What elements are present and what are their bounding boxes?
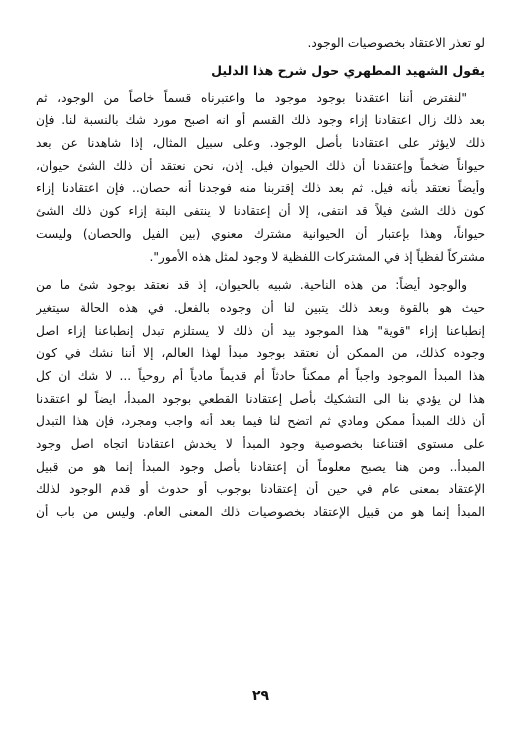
section-heading: يقول الشهيد المطهري حول شرح هذا الدليل (211, 62, 485, 78)
text-line: حيواناً، وهذا بإعتبار أن الحيوانية مشترك معنوي (بين الفيل والحصان) وليست (36, 226, 485, 241)
text-line: على مستوى اقتناعنا بخصوصية وجود المبدأ لا يخدش اعتقادنا اتجاه اصل وجود (36, 437, 485, 451)
body-paragraph (36, 274, 485, 524)
text-line: أن ذلك المبدأ ممكن ومادي ثم اتضح لنا فيما بعد أنه واجب ومجرد، فإن هذا التبدل (36, 414, 485, 429)
text-line: كون ذلك الشئ فيلاً قد انتفى، إلا أن إعتقادنا لا ينتفى البتة إزاء كون ذلك الشئ (36, 204, 485, 219)
text-line: وأيضاً نعتقد بأنه فيل. ثم بعد ذلك إقتربنا منه فوجدنا أنه حصان.. فإن اعتقادنا إزاء (36, 181, 485, 196)
text-line: وجوده كذلك، من الممكن أن نعتقد بوجود مبدأ لهذا العالم، إلا أننا نشك في كون (36, 346, 485, 361)
text-line: المبدأ.. ومن هنا يصبح معلوماً أن إعتقادنا بأصل وجود المبدأ إنما هو من قبيل (36, 459, 485, 474)
text-line: هذا لن يؤدي بنا الى التشكيك بأصل إعتقادنا القطعي بوجود المبدأ، ايضاً لو اعتقدنا (36, 391, 485, 406)
text-line: ذلك لايؤثر على اعتقادنا بأصل الوجود. وعلى سبيل المثال، إذا شاهدنا عن بعد (36, 136, 485, 151)
page-number: ٢٩ (251, 688, 270, 704)
opening-line: لو تعذر الاعتقاد بخصوصيات الوجود. (307, 36, 485, 50)
text-line: مشتركاً لفظياً إذ في المشتركات اللفظية لا وجود لمثل هذه الأمور". (149, 249, 485, 264)
text-line: الإعتقاد بمعنى عام في حين أن إعتقادنا بوجوب أو حدوث أو قدم الوجود لذلك (36, 482, 485, 497)
text-line: إنطباعنا إزاء "قوية" هذا الموجود بيد أن ذلك لا يستلزم تبدل إنطباعنا إزاء اصل (36, 323, 485, 338)
text-line: حيث هو بالقوة وبعد ذلك يتبين لنا أن وجوده بالفعل. في هذه الحالة سيتغير (36, 300, 485, 315)
text-line: المبدأ إنما هو من قبيل الإعتقاد بخصوصيات ذلك المعنى العام. وليس من باب أن (36, 505, 485, 520)
text-line: "لنفترض أننا اعتقدنا بوجود موجود ما واعتبرناه قسماً خاصاً من الوجود، ثم (36, 90, 467, 105)
quote-paragraph (36, 87, 485, 269)
text-line: هذا المبدأ الموجود واجباً أم ممكناً حادثاً أم قديماً مادياً أم روحياً ... لا شك ان كل (36, 368, 485, 383)
text-line: بعد ذلك زال اعتقادنا إزاء وجود ذلك القسم أو انه اصبح مورد شك بالنسبة لنا. فإن (36, 113, 485, 128)
text-line: حيواناً ضخماً وإعتقدنا أن ذلك الحيوان فيل. إذن، نحن نعتقد أن ذلك الشئ حيوان، (36, 158, 485, 173)
text-line: والوجود أيضاً: من هذه الناحية. شبيه بالحيوان، إذ قد نعتقد بوجود شئ ما من (36, 278, 467, 293)
